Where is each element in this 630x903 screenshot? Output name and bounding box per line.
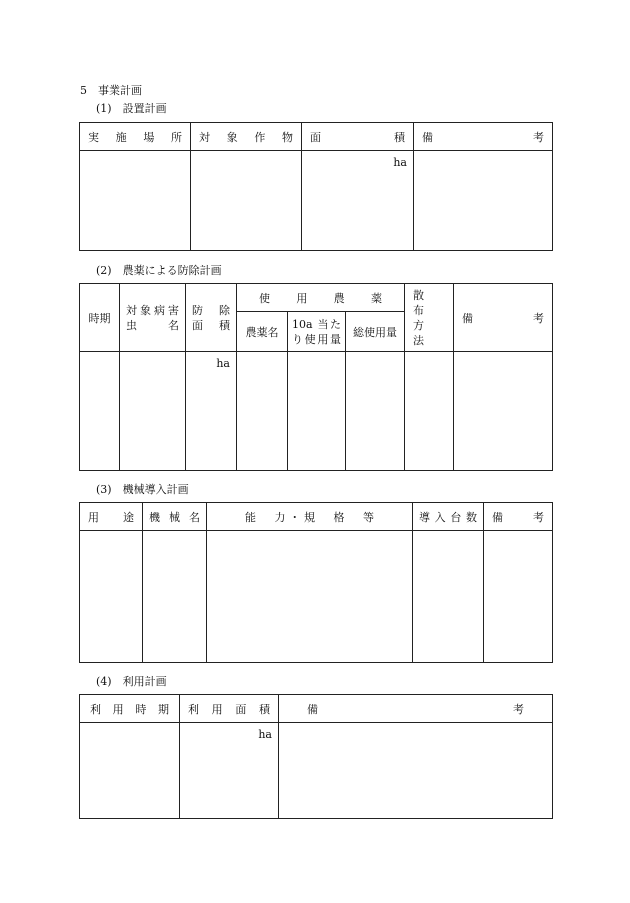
plan2-table xyxy=(79,283,553,471)
header-location: 実施場所 xyxy=(80,123,191,151)
header-per-10a: 10a 当た り使用量 xyxy=(288,312,346,352)
cell-remarks[interactable] xyxy=(414,151,553,251)
plan4-table xyxy=(79,694,553,819)
cell-target-crop[interactable] xyxy=(191,151,302,251)
header-target-pest: 対象病害 虫 名 xyxy=(120,284,186,352)
plan1-table xyxy=(79,122,553,251)
header-use-period: 利用時期 xyxy=(80,695,180,723)
header-remarks: 備 考 xyxy=(414,123,553,151)
plan4-title: (4) 利用計画 xyxy=(96,675,167,688)
cell-per-10a[interactable] xyxy=(288,352,346,471)
header-period: 時期 xyxy=(80,284,120,352)
header-use-area: 利用面積 xyxy=(180,695,279,723)
header-purpose: 用 途 xyxy=(80,503,143,531)
header-remarks: 備 考 xyxy=(454,284,553,352)
section-title: 5 事業計画 xyxy=(80,84,142,97)
header-spray-method: 散 布 方 法 xyxy=(405,284,454,352)
header-pesticide-name: 農薬名 xyxy=(237,312,288,352)
cell-pesticide-name[interactable] xyxy=(237,352,288,471)
cell-control-area-unit[interactable]: ha xyxy=(186,352,237,471)
cell-location[interactable] xyxy=(80,151,191,251)
header-capacity-spec: 能 力・規 格 等 xyxy=(207,503,413,531)
header-remarks: 備 考 xyxy=(484,503,553,531)
header-target-crop: 対象作物 xyxy=(191,123,302,151)
cell-period[interactable] xyxy=(80,352,120,471)
header-machine-name: 機械名 xyxy=(143,503,207,531)
cell-units[interactable] xyxy=(413,531,484,663)
plan3-title: (3) 機械導入計画 xyxy=(96,483,189,496)
header-pesticide-use: 使 用 農 薬 xyxy=(237,284,405,312)
cell-machine-name[interactable] xyxy=(143,531,207,663)
header-remarks: 備 考 xyxy=(279,695,553,723)
cell-use-period[interactable] xyxy=(80,723,180,819)
header-area: 面 積 xyxy=(302,123,414,151)
cell-total-use[interactable] xyxy=(346,352,405,471)
plan1-title: (1) 設置計画 xyxy=(96,102,167,115)
cell-remarks[interactable] xyxy=(454,352,553,471)
plan3-table xyxy=(79,502,553,663)
cell-remarks[interactable] xyxy=(279,723,553,819)
cell-target-pest[interactable] xyxy=(120,352,186,471)
header-control-area: 防 除 面 積 xyxy=(186,284,237,352)
cell-purpose[interactable] xyxy=(80,531,143,663)
plan2-title: (2) 農薬による防除計画 xyxy=(96,264,222,277)
cell-spray-method[interactable] xyxy=(405,352,454,471)
cell-remarks[interactable] xyxy=(484,531,553,663)
header-total-use: 総使用量 xyxy=(346,312,405,352)
cell-area-unit[interactable]: ha xyxy=(302,151,414,251)
cell-capacity-spec[interactable] xyxy=(207,531,413,663)
header-units: 導入台数 xyxy=(413,503,484,531)
cell-use-area-unit[interactable]: ha xyxy=(180,723,279,819)
